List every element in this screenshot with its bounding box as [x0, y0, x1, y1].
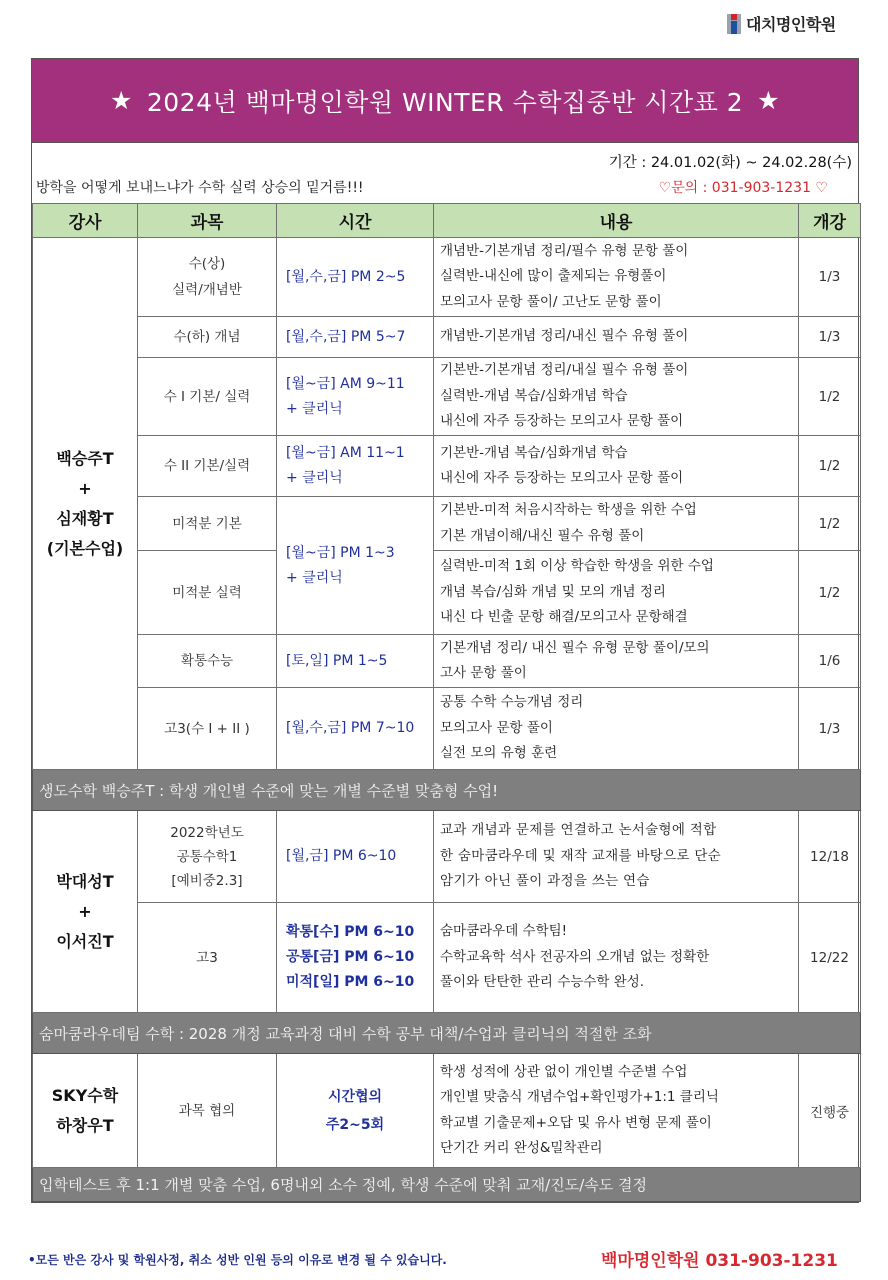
teacher-plus: +: [78, 901, 92, 921]
content-cell: [434, 903, 799, 1013]
page-title: [32, 59, 858, 143]
content-line: 모의고사 문항 풀이: [440, 719, 553, 736]
time-text: [월~금] PM 1~3: [286, 544, 395, 561]
content-line: 개념 복습/심화 개념 및 모의 개념 정리: [440, 583, 666, 600]
subject-cell: [138, 317, 277, 358]
banner-text: 입학테스트 후 1:1 개별 맞춤 수업, 6명내외 소수 정예, 학생 수준에 맞춰 교재/진도/속도 결정: [33, 1168, 861, 1202]
content-cell: [434, 635, 799, 688]
teacher-name: SKY수학: [51, 1085, 119, 1105]
header-open: 개강: [799, 204, 861, 238]
subject-cell: [138, 358, 277, 436]
content-line: 실전 모의 유형 훈련: [440, 745, 558, 762]
time-text: + 클리닉: [286, 569, 343, 586]
content-line: 고사 문항 풀이: [440, 665, 527, 681]
subject-text: 실력/개념반: [172, 282, 242, 298]
table-row: [33, 635, 861, 688]
star-icon: ★: [757, 86, 781, 115]
time-text: 공통[금] PM 6~10: [286, 949, 415, 965]
content-line: 실력반-내신에 많이 출제되는 유형풀이: [440, 268, 667, 285]
info-section: [32, 143, 858, 203]
time-cell: [277, 1054, 434, 1168]
content-line: 개념반-기본개념 정리/필수 유형 문항 풀이: [440, 242, 689, 259]
banner-text: 숨마쿰라우데팀 수학 : 2028 개정 교육과정 대비 수학 공부 대책/수업과 클리닉의 적절한 조화: [33, 1013, 861, 1054]
open-date: 1/3: [799, 238, 861, 317]
time-text: + 클리닉: [286, 400, 343, 417]
table-row: [33, 551, 861, 635]
content-line: 개인별 맞춤식 개념수업+확인평가+1:1 클리닉: [440, 1089, 719, 1105]
time-cell: [277, 238, 434, 317]
time-cell: [277, 688, 434, 770]
subject-cell: [138, 1054, 277, 1168]
content-cell: [434, 551, 799, 635]
time-cell: [277, 317, 434, 358]
teacher-cell: [33, 238, 138, 770]
time-text: [월,수,금] PM 7~10: [286, 720, 415, 736]
content-line: 숨마쿰라우데 수학팀!: [440, 923, 568, 940]
table-row: [33, 358, 861, 436]
teacher-name: 심재황T: [56, 508, 114, 528]
period-text: 기간 : 24.01.02(화) ~ 24.02.28(수): [608, 155, 852, 171]
timetable-sheet: [31, 58, 859, 1203]
content-cell: [434, 1054, 799, 1168]
table-header-row: [33, 204, 861, 238]
content-line: 실력반-미적 1회 이상 학습한 학생을 위한 수업: [440, 558, 714, 575]
time-text: + 클리닉: [286, 470, 343, 486]
content-line: 한 숨마쿰라우데 및 재작 교재를 바탕으로 단순: [440, 847, 722, 864]
banner-row: [33, 1168, 861, 1202]
content-line: 내신 다 빈출 문항 해결/모의고사 문항해결: [440, 609, 688, 626]
subject-text: 미적분 기본: [172, 515, 242, 532]
content-line: 기본개념 정리/ 내신 필수 유형 문항 풀이/모의: [440, 639, 710, 656]
schedule-table: [32, 203, 861, 1202]
inquiry-phone: ♡문의 : 031-903-1231 ♡: [658, 180, 828, 196]
open-date: 1/6: [799, 635, 861, 688]
time-cell: [277, 497, 434, 635]
content-line: 개념반-기본개념 정리/내신 필수 유형 풀이: [440, 328, 689, 345]
open-date: 12/22: [799, 903, 861, 1013]
title-text: 2024년 백마명인학원 WINTER 수학집중반 시간표 2: [146, 87, 744, 117]
subject-text: 고3: [196, 949, 218, 966]
subject-cell: [138, 635, 277, 688]
content-line: 기본반-미적 처음시작하는 학생을 위한 수업: [440, 502, 697, 518]
time-text: [토,일] PM 1~5: [286, 652, 388, 669]
star-icon: ★: [109, 86, 133, 115]
time-cell: [277, 635, 434, 688]
content-line: 학교별 기출문제+오답 및 유사 변형 문제 풀이: [440, 1114, 712, 1131]
open-date: 1/3: [799, 688, 861, 770]
subject-text: 과목 협의: [178, 1102, 236, 1119]
subject-cell: [138, 551, 277, 635]
content-line: 수학교육학 석사 전공자의 오개념 없는 정확한: [440, 948, 710, 965]
footer-disclaimer: •모든 반은 강사 및 학원사정, 취소 성반 인원 등의 이유로 변경 될 수 있습니다.: [28, 1253, 447, 1267]
content-line: 교과 개념과 문제를 연결하고 논서술형에 적합: [440, 822, 717, 839]
teacher-cell: [33, 811, 138, 1013]
open-date: 1/2: [799, 436, 861, 497]
table-row: [33, 688, 861, 770]
header-time: 시간: [277, 204, 434, 238]
subject-text: 미적분 실력: [172, 584, 242, 601]
subject-text: [예비중2.3]: [171, 872, 243, 889]
subject-text: 2022학년도: [170, 824, 244, 841]
content-line: 실력반-개념 복습/심화개념 학습: [440, 387, 628, 404]
time-text: [월~금] AM 9~11: [286, 375, 405, 392]
content-line: 학생 성적에 상관 없이 개인별 수준별 수업: [440, 1063, 688, 1080]
footer-brand-phone: 백마명인학원 031-903-1231: [601, 1251, 838, 1271]
banner-row: [33, 770, 861, 811]
subject-cell: [138, 436, 277, 497]
teacher-name: 백승주T: [56, 448, 114, 468]
subject-text: 수(하) 개념: [173, 329, 241, 345]
open-date: 1/3: [799, 317, 861, 358]
teacher-cell: [33, 1054, 138, 1168]
content-cell: [434, 358, 799, 436]
subject-text: 수 I 기본/ 실력: [163, 388, 251, 405]
time-text: [월,금] PM 6~10: [286, 848, 397, 864]
table-row: [33, 238, 861, 317]
time-text: [월~금] AM 11~1: [286, 445, 405, 461]
content-line: 내신에 자주 등장하는 모의고사 문항 풀이: [440, 470, 684, 486]
content-cell: [434, 238, 799, 317]
content-line: 기본 개념이해/내신 필수 유형 풀이: [440, 527, 645, 544]
table-row: [33, 317, 861, 358]
subject-text: 공통수학1: [176, 848, 238, 865]
header-content: 내용: [434, 204, 799, 238]
content-line: 내신에 자주 등장하는 모의고사 문항 풀이: [440, 413, 684, 430]
subject-text: 수 II 기본/실력: [163, 458, 251, 474]
teacher-name: 하창우T: [56, 1115, 114, 1135]
content-line: 기본반-개념 복습/심화개념 학습: [440, 444, 628, 461]
teacher-name: 이서진T: [56, 931, 114, 951]
time-cell: [277, 436, 434, 497]
time-cell: [277, 903, 434, 1013]
subject-cell: [138, 238, 277, 317]
content-line: 모의고사 문항 풀이/ 고난도 문항 풀이: [440, 293, 662, 310]
table-row: [33, 436, 861, 497]
table-row: [33, 903, 861, 1013]
time-text: 주2~5회: [325, 1116, 385, 1133]
academy-logo: [727, 12, 836, 35]
content-line: 암기가 아닌 풀이 과정을 쓰는 연습: [440, 873, 650, 890]
time-text: [월,수,금] PM 5~7: [286, 328, 406, 345]
teacher-name: 박대성T: [56, 871, 114, 891]
open-date: 12/18: [799, 811, 861, 903]
header-subject: 과목: [138, 204, 277, 238]
content-line: 공통 수학 수능개념 정리: [440, 694, 584, 711]
header-teacher: 강사: [33, 204, 138, 238]
open-status: 진행중: [799, 1054, 861, 1168]
table-row: [33, 1054, 861, 1168]
content-cell: [434, 436, 799, 497]
logo-text: 대치명인학원: [746, 15, 836, 34]
subject-text: 확통수능: [180, 653, 234, 669]
time-cell: [277, 358, 434, 436]
content-cell: [434, 317, 799, 358]
content-cell: [434, 497, 799, 551]
subject-text: 고3(수 I + II ): [164, 720, 250, 737]
teacher-note: (기본수업): [46, 538, 124, 558]
time-cell: [277, 811, 434, 903]
subject-cell: [138, 497, 277, 551]
teacher-plus: +: [78, 478, 92, 498]
table-row: [33, 497, 861, 551]
content-line: 기본반-기본개념 정리/내실 필수 유형 풀이: [440, 362, 689, 379]
time-text: 미적[일] PM 6~10: [286, 974, 415, 990]
open-date: 1/2: [799, 358, 861, 436]
subject-text: 수(상): [188, 256, 226, 272]
content-line: 단기간 커리 완성&밀착관리: [440, 1140, 603, 1156]
time-text: 시간협의: [327, 1088, 383, 1105]
open-date: 1/2: [799, 497, 861, 551]
content-cell: [434, 811, 799, 903]
subject-cell: [138, 688, 277, 770]
time-text: 확통[수] PM 6~10: [286, 924, 415, 940]
time-text: [월,수,금] PM 2~5: [286, 268, 406, 285]
table-row: [33, 811, 861, 903]
banner-text: 생도수학 백승주T : 학생 개인별 수준에 맞는 개별 수준별 맞춤형 수업!: [33, 770, 861, 811]
slogan-text: 방학을 어떻게 보내느냐가 수학 실력 상승의 밑거름!!!: [36, 180, 364, 196]
subject-cell: [138, 811, 277, 903]
academy-logo-icon: [727, 14, 741, 34]
content-line: 풀이와 탄탄한 관리 수능수학 완성.: [440, 974, 645, 991]
subject-cell: [138, 903, 277, 1013]
open-date: 1/2: [799, 551, 861, 635]
content-cell: [434, 688, 799, 770]
banner-row: [33, 1013, 861, 1054]
